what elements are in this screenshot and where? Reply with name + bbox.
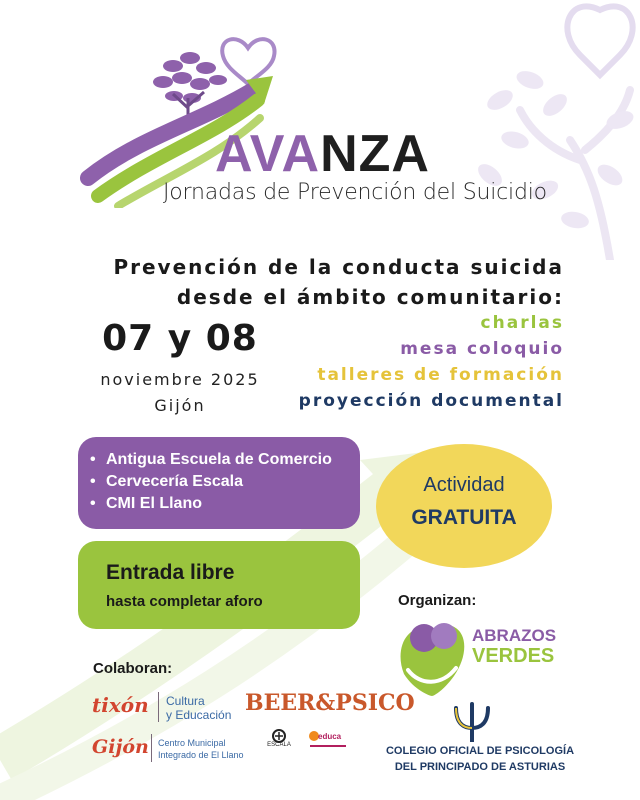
activity-item: talleres de formación <box>317 365 564 385</box>
brand-title-part2: NZA <box>320 125 430 183</box>
headline <box>40 252 564 312</box>
venues-box <box>78 437 360 529</box>
activity-item: proyección documental <box>298 391 564 411</box>
headline-line2: desde el ámbito comunitario: <box>176 285 564 309</box>
activity-item: charlas <box>480 313 564 333</box>
venues-list <box>78 437 360 515</box>
free-label-line2: GRATUITA <box>411 506 517 529</box>
logo-divider <box>158 692 159 722</box>
brand-title <box>215 125 430 183</box>
background-tree-decoration <box>460 0 640 260</box>
free-label-line1: Actividad <box>423 474 505 496</box>
activity-item: mesa coloquio <box>400 339 564 359</box>
entry-subtitle: hasta completar aforo <box>106 593 263 610</box>
organizers-label: Organizan: <box>398 592 477 609</box>
escala-logo-icon <box>262 728 296 752</box>
tixon-logo: tixón <box>92 693 149 717</box>
psico-name-line1: COLEGIO OFICIAL DE PSICOLOGÍA <box>385 745 575 757</box>
beer-psico-logo: BEER&PSICO <box>245 690 415 716</box>
event-month: noviembre 2025 <box>100 370 260 389</box>
collaborators-label: Colaboran: <box>93 660 173 677</box>
cmi-text-line1: Centro Municipal <box>158 738 226 748</box>
psico-name-line2: DEL PRINCIPADO DE ASTURIAS <box>394 761 566 773</box>
abrazos-verdes-logo-icon <box>394 614 470 698</box>
psychology-psi-logo-icon <box>448 702 496 742</box>
headline-line1: Prevención de la conducta suicida <box>113 255 564 279</box>
educa-logo-text: educa <box>318 732 342 741</box>
escala-logo-text: ESCALA <box>267 742 291 748</box>
venue-item: • Antigua Escuela de Comercio <box>106 449 360 471</box>
event-city: Gijón <box>154 396 206 415</box>
gijon-logo: Gijón <box>92 736 149 758</box>
brand-subtitle: Jornadas de Prevención del Suicidio <box>163 180 547 205</box>
tixon-text-line2: y Educación <box>166 708 232 722</box>
abrazos-name-line1: ABRAZOS <box>472 626 557 645</box>
free-activity-badge <box>376 444 552 568</box>
cmi-text-line2: Integrado de El Llano <box>158 750 244 760</box>
entry-box <box>78 541 360 629</box>
event-dates: 07 y 08 <box>102 318 258 359</box>
brand-title-part1: AVA <box>215 125 321 183</box>
venue-item: • Cervecería Escala <box>106 471 360 493</box>
entry-title: Entrada libre <box>106 561 235 584</box>
tixon-text-line1: Cultura <box>166 694 205 708</box>
abrazos-name-line2: VERDES <box>472 645 555 667</box>
logo-divider <box>151 734 152 762</box>
venue-item: • CMI El Llano <box>106 493 360 515</box>
